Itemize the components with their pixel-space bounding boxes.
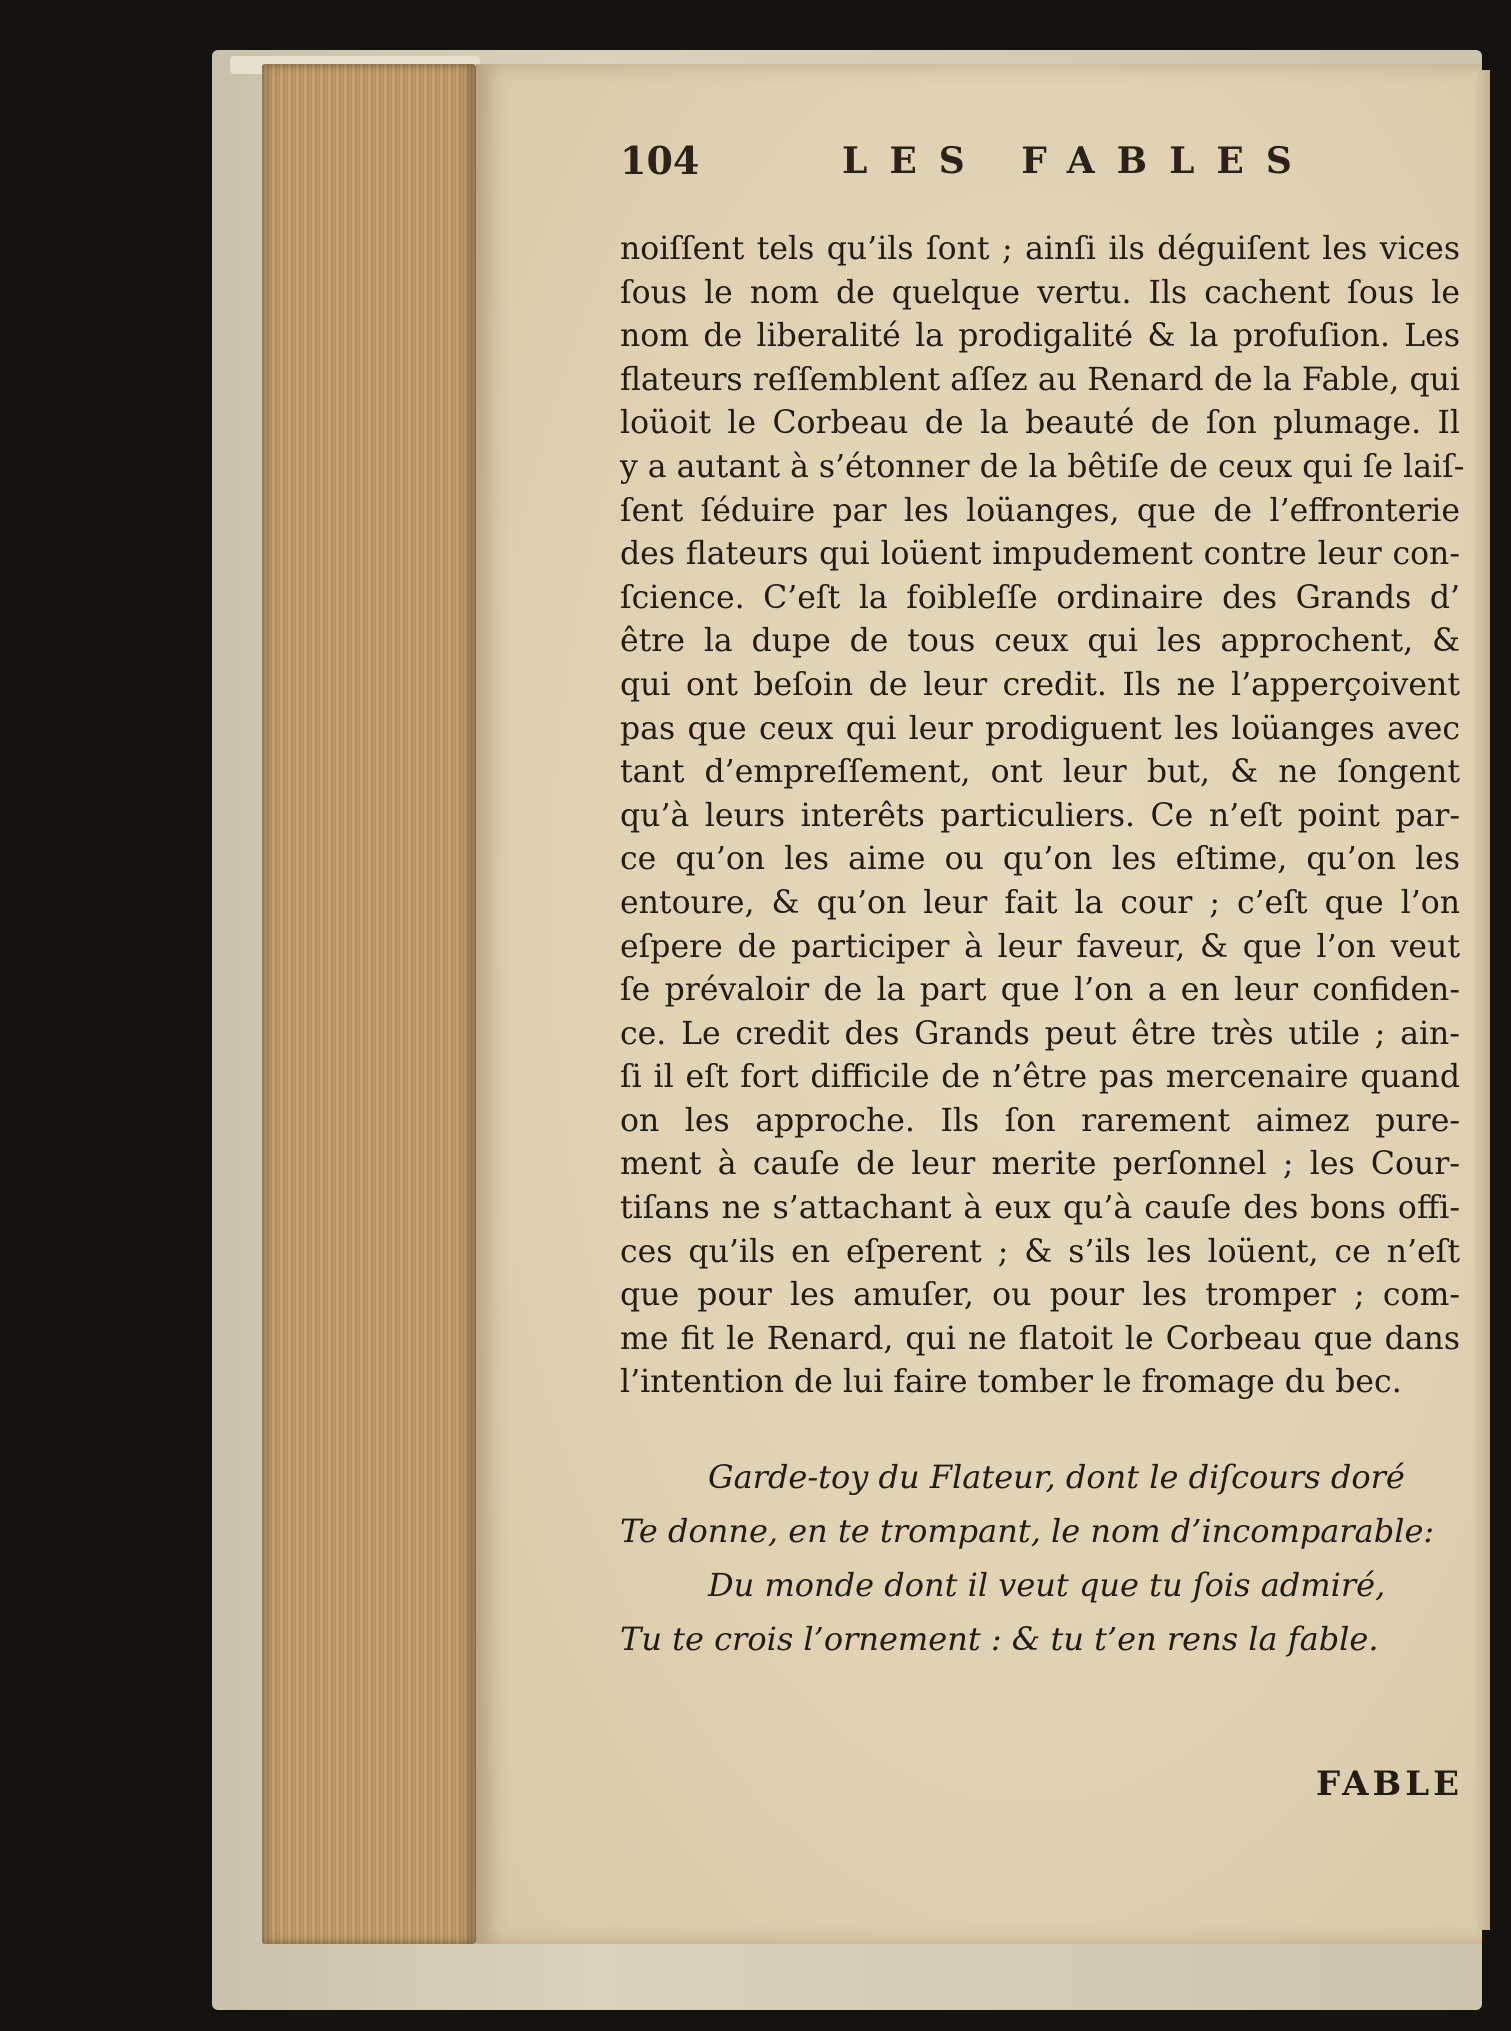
text-line: nom de liberalité la prodigalité & la profuſion. Les xyxy=(620,318,1460,355)
text-line: noiſſent tels qu’ils ſont ; ainſi ils déguiſent les vices xyxy=(620,231,1460,267)
text-line: y a autant à s’étonner de la bêtiſe de ceux qui ſe laiſ- xyxy=(620,448,1465,485)
verse-line: Du monde dont il veut que tu ſois admiré, xyxy=(708,1566,1386,1604)
body-text xyxy=(620,228,1465,1405)
page-number: 104 xyxy=(620,138,700,183)
verse-line: Te donne, en te trompant, le nom d’incomparable: xyxy=(620,1512,1435,1550)
text-line: entoure, & qu’on leur fait la cour ; c’eſt que l’on xyxy=(620,884,1460,921)
text-line: ce. Le credit des Grands peut être très utile ; ain- xyxy=(620,1015,1460,1052)
text-line: l’intention de lui faire tomber le fromage du bec. xyxy=(620,1364,1402,1401)
text-line: loüoit le Corbeau de la beauté de ſon plumage. Il xyxy=(620,405,1460,442)
text-line: ſous le nom de quelque vertu. Ils cachent ſous le xyxy=(620,274,1460,311)
text-line: qui ont beſoin de leur credit. Ils ne l’apperçoivent xyxy=(620,666,1460,703)
text-line: que pour les amuſer, ou pour les tromper ; com- xyxy=(620,1277,1460,1314)
text-line: me fit le Renard, qui ne flatoit le Corbeau que dans xyxy=(620,1320,1460,1357)
text-line: tant d’empreſſement, ont leur but, & ne ſongent xyxy=(620,754,1460,791)
text-line: ces qu’ils en eſperent ; & s’ils les loüent, ce n’eſt xyxy=(620,1233,1460,1270)
page-header xyxy=(620,138,1314,188)
text-line: ment à cauſe de leur merite perſonnel ; les Cour- xyxy=(620,1146,1460,1183)
text-line: flateurs reſſemblent aſſez au Renard de la Fable, qui xyxy=(620,361,1460,398)
text-line: tiſans ne s’attachant à eux qu’à cauſe des bons offi- xyxy=(620,1190,1460,1227)
page-edges xyxy=(262,64,476,1944)
verse-line: Garde-toy du Flateur, dont le diſcours doré xyxy=(708,1458,1405,1496)
text-line: des flateurs qui loüent impudement contre leur con- xyxy=(620,536,1460,573)
text-line: pas que ceux qui leur prodiguent les loüanges avec xyxy=(620,710,1460,747)
text-line: on les approche. Ils ſon rarement aimez pure- xyxy=(620,1102,1460,1139)
text-line: qu’à leurs interêts particuliers. Ce n’eſt point par- xyxy=(620,797,1460,834)
text-line: ſi il eſt fort difficile de n’être pas mercenaire quand xyxy=(620,1059,1460,1096)
text-line: eſpere de participer à leur faveur, & que l’on veut xyxy=(620,928,1460,965)
verse-moral xyxy=(620,1450,1480,1666)
text-line: ſe prévaloir de la part que l’on a en leur confiden- xyxy=(620,972,1460,1009)
text-line: être la dupe de tous ceux qui les approchent, & xyxy=(620,623,1460,660)
text-line: ce qu’on les aime ou qu’on les eſtime, qu’on les xyxy=(620,841,1460,878)
verse-line: Tu te crois l’ornement : & tu t’en rens la fable. xyxy=(620,1620,1379,1658)
running-title: LES FABLES xyxy=(842,140,1314,182)
text-line: ſcience. C’eſt la foibleſſe ordinaire des Grands d’ xyxy=(620,579,1460,616)
text-line: ſent ſéduire par les loüanges, que de l’effronterie xyxy=(620,492,1460,529)
catchword: FABLE xyxy=(1316,1764,1464,1804)
